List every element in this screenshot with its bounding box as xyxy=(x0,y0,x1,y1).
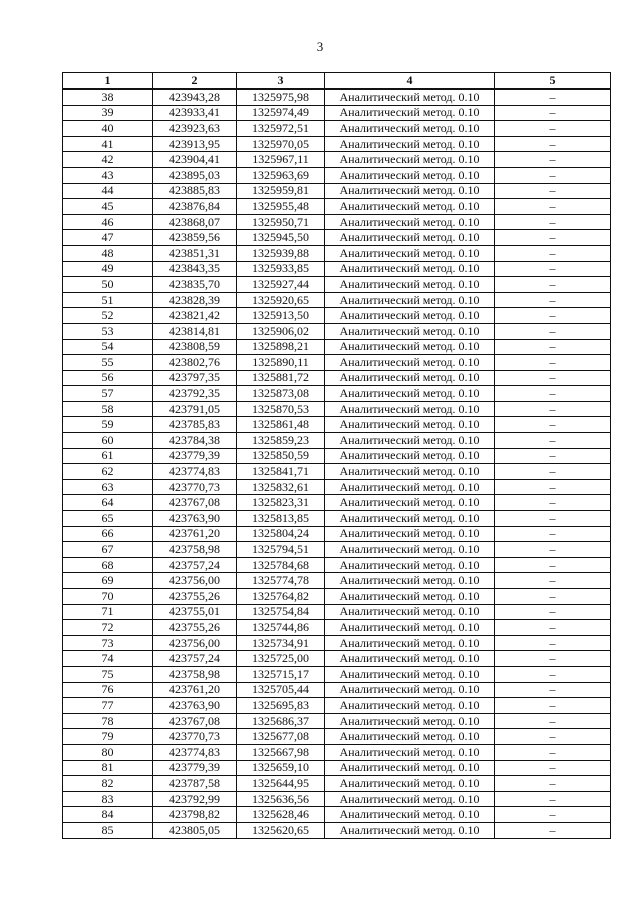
cell-x-coordinate: 423770,73 xyxy=(153,729,237,745)
cell-x-coordinate: 423774,83 xyxy=(153,744,237,760)
cell-description: – xyxy=(495,433,611,449)
cell-method: Аналитический метод. 0.10 xyxy=(325,167,495,183)
cell-x-coordinate: 423755,01 xyxy=(153,604,237,620)
table-row xyxy=(63,713,611,729)
cell-y-coordinate: 1325744,86 xyxy=(237,620,325,636)
cell-method: Аналитический метод. 0.10 xyxy=(325,121,495,137)
header-cell-x: 2 xyxy=(153,73,237,90)
cell-point-number: 58 xyxy=(63,401,153,417)
cell-method: Аналитический метод. 0.10 xyxy=(325,682,495,698)
cell-description: – xyxy=(495,323,611,339)
cell-method: Аналитический метод. 0.10 xyxy=(325,604,495,620)
table-row xyxy=(63,511,611,527)
table-row xyxy=(63,121,611,137)
cell-x-coordinate: 423761,20 xyxy=(153,682,237,698)
table-row xyxy=(63,620,611,636)
cell-x-coordinate: 423792,35 xyxy=(153,386,237,402)
cell-y-coordinate: 1325677,08 xyxy=(237,729,325,745)
cell-y-coordinate: 1325794,51 xyxy=(237,542,325,558)
cell-point-number: 68 xyxy=(63,557,153,573)
table-row xyxy=(63,776,611,792)
header-cell-method: 4 xyxy=(325,73,495,90)
cell-y-coordinate: 1325832,61 xyxy=(237,479,325,495)
cell-y-coordinate: 1325975,98 xyxy=(237,89,325,105)
cell-y-coordinate: 1325644,95 xyxy=(237,776,325,792)
table-row xyxy=(63,261,611,277)
table-row xyxy=(63,136,611,152)
cell-x-coordinate: 423814,81 xyxy=(153,323,237,339)
cell-y-coordinate: 1325927,44 xyxy=(237,277,325,293)
cell-x-coordinate: 423843,35 xyxy=(153,261,237,277)
cell-y-coordinate: 1325959,81 xyxy=(237,183,325,199)
table-row xyxy=(63,464,611,480)
table-row xyxy=(63,417,611,433)
cell-description: – xyxy=(495,261,611,277)
cell-method: Аналитический метод. 0.10 xyxy=(325,245,495,261)
cell-x-coordinate: 423851,31 xyxy=(153,245,237,261)
table-row xyxy=(63,199,611,215)
cell-point-number: 48 xyxy=(63,245,153,261)
coordinates-table xyxy=(62,72,611,839)
cell-x-coordinate: 423784,38 xyxy=(153,433,237,449)
cell-point-number: 39 xyxy=(63,105,153,121)
cell-x-coordinate: 423787,58 xyxy=(153,776,237,792)
cell-y-coordinate: 1325725,00 xyxy=(237,651,325,667)
cell-method: Аналитический метод. 0.10 xyxy=(325,464,495,480)
cell-x-coordinate: 423913,95 xyxy=(153,136,237,152)
table-row xyxy=(63,323,611,339)
cell-description: – xyxy=(495,604,611,620)
header-cell-point: 1 xyxy=(63,73,153,90)
cell-point-number: 47 xyxy=(63,230,153,246)
cell-point-number: 38 xyxy=(63,89,153,105)
cell-description: – xyxy=(495,573,611,589)
cell-x-coordinate: 423828,39 xyxy=(153,292,237,308)
table-row xyxy=(63,495,611,511)
cell-point-number: 42 xyxy=(63,152,153,168)
cell-method: Аналитический метод. 0.10 xyxy=(325,308,495,324)
cell-x-coordinate: 423761,20 xyxy=(153,526,237,542)
cell-description: – xyxy=(495,105,611,121)
cell-description: – xyxy=(495,167,611,183)
cell-point-number: 63 xyxy=(63,479,153,495)
cell-point-number: 80 xyxy=(63,744,153,760)
table-row xyxy=(63,401,611,417)
cell-description: – xyxy=(495,152,611,168)
cell-method: Аналитический метод. 0.10 xyxy=(325,136,495,152)
cell-method: Аналитический метод. 0.10 xyxy=(325,573,495,589)
cell-x-coordinate: 423756,00 xyxy=(153,573,237,589)
cell-y-coordinate: 1325950,71 xyxy=(237,214,325,230)
cell-x-coordinate: 423791,05 xyxy=(153,401,237,417)
cell-point-number: 46 xyxy=(63,214,153,230)
cell-method: Аналитический метод. 0.10 xyxy=(325,89,495,105)
cell-point-number: 66 xyxy=(63,526,153,542)
cell-x-coordinate: 423859,56 xyxy=(153,230,237,246)
cell-description: – xyxy=(495,557,611,573)
table-row xyxy=(63,152,611,168)
cell-method: Аналитический метод. 0.10 xyxy=(325,776,495,792)
cell-x-coordinate: 423758,98 xyxy=(153,666,237,682)
cell-description: – xyxy=(495,199,611,215)
cell-method: Аналитический метод. 0.10 xyxy=(325,323,495,339)
cell-y-coordinate: 1325898,21 xyxy=(237,339,325,355)
cell-method: Аналитический метод. 0.10 xyxy=(325,417,495,433)
cell-description: – xyxy=(495,589,611,605)
cell-y-coordinate: 1325945,50 xyxy=(237,230,325,246)
cell-method: Аналитический метод. 0.10 xyxy=(325,355,495,371)
cell-description: – xyxy=(495,542,611,558)
cell-method: Аналитический метод. 0.10 xyxy=(325,698,495,714)
cell-method: Аналитический метод. 0.10 xyxy=(325,183,495,199)
table-row xyxy=(63,245,611,261)
cell-y-coordinate: 1325774,78 xyxy=(237,573,325,589)
cell-x-coordinate: 423755,26 xyxy=(153,620,237,636)
table-row xyxy=(63,448,611,464)
cell-method: Аналитический метод. 0.10 xyxy=(325,620,495,636)
cell-description: – xyxy=(495,511,611,527)
cell-y-coordinate: 1325823,31 xyxy=(237,495,325,511)
table-row xyxy=(63,214,611,230)
table-row xyxy=(63,822,611,838)
cell-description: – xyxy=(495,183,611,199)
table-row xyxy=(63,666,611,682)
cell-method: Аналитический метод. 0.10 xyxy=(325,448,495,464)
cell-description: – xyxy=(495,651,611,667)
cell-y-coordinate: 1325784,68 xyxy=(237,557,325,573)
cell-description: – xyxy=(495,121,611,137)
cell-y-coordinate: 1325861,48 xyxy=(237,417,325,433)
cell-method: Аналитический метод. 0.10 xyxy=(325,230,495,246)
cell-description: – xyxy=(495,635,611,651)
cell-x-coordinate: 423904,41 xyxy=(153,152,237,168)
cell-x-coordinate: 423758,98 xyxy=(153,542,237,558)
table-row xyxy=(63,277,611,293)
cell-x-coordinate: 423895,03 xyxy=(153,167,237,183)
table-row xyxy=(63,167,611,183)
table-row xyxy=(63,230,611,246)
cell-description: – xyxy=(495,698,611,714)
cell-method: Аналитический метод. 0.10 xyxy=(325,589,495,605)
cell-method: Аналитический метод. 0.10 xyxy=(325,807,495,823)
cell-y-coordinate: 1325754,84 xyxy=(237,604,325,620)
cell-description: – xyxy=(495,292,611,308)
cell-y-coordinate: 1325939,88 xyxy=(237,245,325,261)
cell-y-coordinate: 1325974,49 xyxy=(237,105,325,121)
cell-method: Аналитический метод. 0.10 xyxy=(325,433,495,449)
cell-method: Аналитический метод. 0.10 xyxy=(325,495,495,511)
cell-method: Аналитический метод. 0.10 xyxy=(325,526,495,542)
page-number: 3 xyxy=(316,39,324,54)
cell-description: – xyxy=(495,417,611,433)
cell-y-coordinate: 1325686,37 xyxy=(237,713,325,729)
cell-y-coordinate: 1325955,48 xyxy=(237,199,325,215)
cell-description: – xyxy=(495,277,611,293)
cell-point-number: 56 xyxy=(63,370,153,386)
cell-x-coordinate: 423774,83 xyxy=(153,464,237,480)
cell-method: Аналитический метод. 0.10 xyxy=(325,729,495,745)
table-row xyxy=(63,698,611,714)
cell-x-coordinate: 423767,08 xyxy=(153,713,237,729)
cell-y-coordinate: 1325705,44 xyxy=(237,682,325,698)
cell-method: Аналитический метод. 0.10 xyxy=(325,651,495,667)
cell-y-coordinate: 1325859,23 xyxy=(237,433,325,449)
table-row xyxy=(63,526,611,542)
header-cell-y: 3 xyxy=(237,73,325,90)
cell-point-number: 71 xyxy=(63,604,153,620)
cell-description: – xyxy=(495,89,611,105)
cell-point-number: 74 xyxy=(63,651,153,667)
cell-description: – xyxy=(495,339,611,355)
cell-y-coordinate: 1325659,10 xyxy=(237,760,325,776)
cell-description: – xyxy=(495,464,611,480)
cell-x-coordinate: 423763,90 xyxy=(153,511,237,527)
cell-x-coordinate: 423757,24 xyxy=(153,651,237,667)
cell-y-coordinate: 1325804,24 xyxy=(237,526,325,542)
cell-y-coordinate: 1325813,85 xyxy=(237,511,325,527)
cell-point-number: 50 xyxy=(63,277,153,293)
cell-x-coordinate: 423933,41 xyxy=(153,105,237,121)
cell-description: – xyxy=(495,355,611,371)
cell-point-number: 84 xyxy=(63,807,153,823)
cell-description: – xyxy=(495,401,611,417)
cell-y-coordinate: 1325850,59 xyxy=(237,448,325,464)
table-row xyxy=(63,308,611,324)
cell-description: – xyxy=(495,526,611,542)
cell-method: Аналитический метод. 0.10 xyxy=(325,511,495,527)
table-row xyxy=(63,339,611,355)
table-row xyxy=(63,729,611,745)
cell-x-coordinate: 423808,59 xyxy=(153,339,237,355)
cell-point-number: 59 xyxy=(63,417,153,433)
cell-description: – xyxy=(495,308,611,324)
cell-method: Аналитический метод. 0.10 xyxy=(325,822,495,838)
table-row xyxy=(63,573,611,589)
cell-point-number: 72 xyxy=(63,620,153,636)
cell-point-number: 69 xyxy=(63,573,153,589)
cell-method: Аналитический метод. 0.10 xyxy=(325,713,495,729)
cell-y-coordinate: 1325970,05 xyxy=(237,136,325,152)
cell-x-coordinate: 423757,24 xyxy=(153,557,237,573)
cell-x-coordinate: 423756,00 xyxy=(153,635,237,651)
cell-method: Аналитический метод. 0.10 xyxy=(325,277,495,293)
cell-point-number: 83 xyxy=(63,791,153,807)
cell-y-coordinate: 1325715,17 xyxy=(237,666,325,682)
cell-description: – xyxy=(495,370,611,386)
cell-x-coordinate: 423767,08 xyxy=(153,495,237,511)
cell-y-coordinate: 1325890,11 xyxy=(237,355,325,371)
cell-point-number: 79 xyxy=(63,729,153,745)
cell-x-coordinate: 423770,73 xyxy=(153,479,237,495)
cell-y-coordinate: 1325620,65 xyxy=(237,822,325,838)
cell-y-coordinate: 1325967,11 xyxy=(237,152,325,168)
table-row xyxy=(63,433,611,449)
cell-x-coordinate: 423798,82 xyxy=(153,807,237,823)
cell-point-number: 67 xyxy=(63,542,153,558)
cell-point-number: 65 xyxy=(63,511,153,527)
cell-x-coordinate: 423821,42 xyxy=(153,308,237,324)
cell-x-coordinate: 423923,63 xyxy=(153,121,237,137)
cell-method: Аналитический метод. 0.10 xyxy=(325,666,495,682)
table-row xyxy=(63,355,611,371)
cell-description: – xyxy=(495,744,611,760)
cell-y-coordinate: 1325913,50 xyxy=(237,308,325,324)
table-row xyxy=(63,604,611,620)
cell-y-coordinate: 1325734,91 xyxy=(237,635,325,651)
cell-point-number: 57 xyxy=(63,386,153,402)
cell-point-number: 64 xyxy=(63,495,153,511)
table-row xyxy=(63,292,611,308)
cell-point-number: 78 xyxy=(63,713,153,729)
table-row xyxy=(63,589,611,605)
cell-x-coordinate: 423802,76 xyxy=(153,355,237,371)
cell-y-coordinate: 1325881,72 xyxy=(237,370,325,386)
cell-point-number: 49 xyxy=(63,261,153,277)
cell-point-number: 70 xyxy=(63,589,153,605)
cell-point-number: 54 xyxy=(63,339,153,355)
cell-y-coordinate: 1325636,56 xyxy=(237,791,325,807)
cell-x-coordinate: 423763,90 xyxy=(153,698,237,714)
cell-method: Аналитический метод. 0.10 xyxy=(325,261,495,277)
cell-y-coordinate: 1325841,71 xyxy=(237,464,325,480)
cell-point-number: 62 xyxy=(63,464,153,480)
cell-point-number: 81 xyxy=(63,760,153,776)
cell-method: Аналитический метод. 0.10 xyxy=(325,152,495,168)
cell-method: Аналитический метод. 0.10 xyxy=(325,214,495,230)
header-cell-description: 5 xyxy=(495,73,611,90)
cell-x-coordinate: 423835,70 xyxy=(153,277,237,293)
cell-y-coordinate: 1325667,98 xyxy=(237,744,325,760)
table-row xyxy=(63,183,611,199)
cell-method: Аналитический метод. 0.10 xyxy=(325,339,495,355)
cell-method: Аналитический метод. 0.10 xyxy=(325,760,495,776)
header-row xyxy=(63,73,611,90)
cell-description: – xyxy=(495,713,611,729)
cell-y-coordinate: 1325972,51 xyxy=(237,121,325,137)
cell-point-number: 75 xyxy=(63,666,153,682)
cell-y-coordinate: 1325695,83 xyxy=(237,698,325,714)
cell-x-coordinate: 423779,39 xyxy=(153,448,237,464)
cell-description: – xyxy=(495,386,611,402)
table-row xyxy=(63,479,611,495)
table-row xyxy=(63,744,611,760)
cell-method: Аналитический метод. 0.10 xyxy=(325,557,495,573)
cell-x-coordinate: 423785,83 xyxy=(153,417,237,433)
cell-description: – xyxy=(495,807,611,823)
cell-point-number: 53 xyxy=(63,323,153,339)
cell-description: – xyxy=(495,479,611,495)
table-row xyxy=(63,542,611,558)
cell-y-coordinate: 1325764,82 xyxy=(237,589,325,605)
cell-point-number: 60 xyxy=(63,433,153,449)
table-body xyxy=(63,89,611,838)
cell-method: Аналитический метод. 0.10 xyxy=(325,744,495,760)
cell-description: – xyxy=(495,776,611,792)
cell-point-number: 41 xyxy=(63,136,153,152)
cell-y-coordinate: 1325873,08 xyxy=(237,386,325,402)
cell-method: Аналитический метод. 0.10 xyxy=(325,370,495,386)
cell-method: Аналитический метод. 0.10 xyxy=(325,791,495,807)
cell-point-number: 55 xyxy=(63,355,153,371)
cell-point-number: 85 xyxy=(63,822,153,838)
table-row xyxy=(63,105,611,121)
cell-description: – xyxy=(495,214,611,230)
table-row xyxy=(63,807,611,823)
cell-point-number: 45 xyxy=(63,199,153,215)
cell-point-number: 76 xyxy=(63,682,153,698)
table-row xyxy=(63,89,611,105)
cell-method: Аналитический метод. 0.10 xyxy=(325,542,495,558)
cell-x-coordinate: 423868,07 xyxy=(153,214,237,230)
cell-point-number: 43 xyxy=(63,167,153,183)
cell-x-coordinate: 423779,39 xyxy=(153,760,237,776)
cell-method: Аналитический метод. 0.10 xyxy=(325,105,495,121)
cell-point-number: 77 xyxy=(63,698,153,714)
cell-description: – xyxy=(495,791,611,807)
cell-method: Аналитический метод. 0.10 xyxy=(325,386,495,402)
cell-description: – xyxy=(495,822,611,838)
cell-point-number: 51 xyxy=(63,292,153,308)
table-row xyxy=(63,635,611,651)
cell-method: Аналитический метод. 0.10 xyxy=(325,292,495,308)
table-row xyxy=(63,651,611,667)
cell-point-number: 40 xyxy=(63,121,153,137)
cell-x-coordinate: 423797,35 xyxy=(153,370,237,386)
table-row xyxy=(63,682,611,698)
cell-y-coordinate: 1325906,02 xyxy=(237,323,325,339)
cell-point-number: 82 xyxy=(63,776,153,792)
cell-point-number: 61 xyxy=(63,448,153,464)
cell-y-coordinate: 1325920,65 xyxy=(237,292,325,308)
cell-method: Аналитический метод. 0.10 xyxy=(325,479,495,495)
cell-point-number: 44 xyxy=(63,183,153,199)
cell-method: Аналитический метод. 0.10 xyxy=(325,635,495,651)
cell-x-coordinate: 423755,26 xyxy=(153,589,237,605)
cell-x-coordinate: 423876,84 xyxy=(153,199,237,215)
cell-description: – xyxy=(495,620,611,636)
cell-description: – xyxy=(495,495,611,511)
table-row xyxy=(63,386,611,402)
cell-description: – xyxy=(495,230,611,246)
table-row xyxy=(63,557,611,573)
cell-description: – xyxy=(495,729,611,745)
cell-x-coordinate: 423792,99 xyxy=(153,791,237,807)
cell-y-coordinate: 1325628,46 xyxy=(237,807,325,823)
cell-x-coordinate: 423885,83 xyxy=(153,183,237,199)
cell-description: – xyxy=(495,682,611,698)
cell-method: Аналитический метод. 0.10 xyxy=(325,401,495,417)
cell-description: – xyxy=(495,666,611,682)
cell-y-coordinate: 1325870,53 xyxy=(237,401,325,417)
cell-description: – xyxy=(495,760,611,776)
cell-description: – xyxy=(495,136,611,152)
cell-point-number: 73 xyxy=(63,635,153,651)
cell-description: – xyxy=(495,245,611,261)
table-row xyxy=(63,791,611,807)
cell-method: Аналитический метод. 0.10 xyxy=(325,199,495,215)
table-row xyxy=(63,760,611,776)
cell-y-coordinate: 1325933,85 xyxy=(237,261,325,277)
cell-description: – xyxy=(495,448,611,464)
table-row xyxy=(63,370,611,386)
cell-x-coordinate: 423943,28 xyxy=(153,89,237,105)
cell-point-number: 52 xyxy=(63,308,153,324)
cell-x-coordinate: 423805,05 xyxy=(153,822,237,838)
cell-y-coordinate: 1325963,69 xyxy=(237,167,325,183)
table-header xyxy=(63,73,611,90)
